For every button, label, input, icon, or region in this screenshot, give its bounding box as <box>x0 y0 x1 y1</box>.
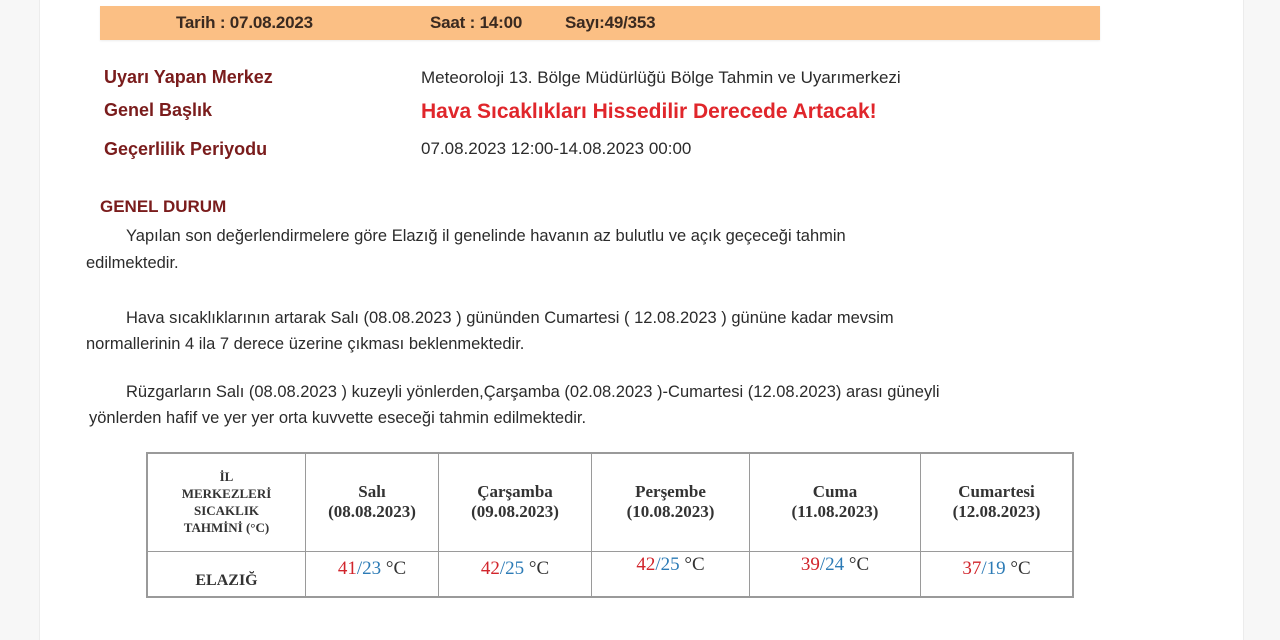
day-name: Cumartesi <box>958 482 1035 502</box>
city-cell: ELAZIĞ <box>147 551 306 597</box>
unit: °C <box>679 553 705 575</box>
unit: °C <box>1005 557 1031 579</box>
header-line: MERKEZLERİ <box>181 486 272 502</box>
table-header-row <box>147 453 1073 551</box>
paragraph-3-line-1: Rüzgarların Salı (08.08.2023 ) kuzeyli yönlerden,Çarşamba (02.08.2023 )-Cumartesi (12.08.2023) arası güneyli <box>126 383 940 401</box>
day-header-cell <box>592 453 750 551</box>
header-line: TAHMİNİ (°C) <box>183 520 270 536</box>
day-header-cell <box>921 453 1074 551</box>
center-label: Uyarı Yapan Merkez <box>104 67 273 87</box>
separator: / <box>356 557 363 579</box>
period-label: Geçerlilik Periyodu <box>104 139 268 159</box>
temperature-cell <box>750 551 921 597</box>
unit: °C <box>844 553 870 575</box>
high-temp: 42 <box>480 557 500 579</box>
bulletin-number: Sayı:49/353 <box>565 13 656 32</box>
paragraph-3-line-2: yönlerden hafif ve yer yer orta kuvvette eseceği tahmin edilmektedir. <box>89 409 587 427</box>
paragraph-1-line-2: edilmektedir. <box>86 254 179 272</box>
date-label: Tarih : 07.08.2023 <box>176 13 313 32</box>
title-label: Genel Başlık <box>104 100 213 120</box>
temperature-cell <box>306 551 439 597</box>
day-header-cell <box>306 453 439 551</box>
unit: °C <box>524 557 550 579</box>
paragraph-2-line-1: Hava sıcaklıklarının artarak Salı (08.08.2023 ) gününden Cumartesi ( 12.08.2023 ) gününe kadar mevsim <box>126 309 894 327</box>
header-line: İL <box>219 469 234 485</box>
general-status-heading: GENEL DURUM <box>100 197 227 216</box>
separator: / <box>499 557 506 579</box>
high-temp: 37 <box>962 557 982 579</box>
day-name: Cuma <box>812 482 858 502</box>
period-value: 07.08.2023 12:00-14.08.2023 00:00 <box>421 139 692 158</box>
center-value: Meteoroloji 13. Bölge Müdürlüğü Bölge Tahmin ve Uyarımerkezi <box>421 68 901 87</box>
temperature-cell <box>921 551 1074 597</box>
temperature-cell <box>592 551 750 597</box>
temperature-forecast-table <box>146 452 1074 598</box>
day-name: Salı <box>358 482 386 502</box>
low-temp: 19 <box>986 557 1006 579</box>
day-date: (11.08.2023) <box>791 502 879 522</box>
separator: / <box>655 553 661 575</box>
day-header-cell <box>439 453 592 551</box>
low-temp: 25 <box>505 557 525 579</box>
high-temp: 41 <box>337 557 357 579</box>
low-temp: 23 <box>362 557 382 579</box>
paragraph-1-line-1: Yapılan son değerlendirmelere göre Elazığ il genelinde havanın az bulutlu ve açık geçeceği tahmin <box>126 227 846 245</box>
header-line: SICAKLIK <box>193 503 260 519</box>
paragraph-2-line-2: normallerinin 4 ila 7 derece üzerine çıkması beklenmektedir. <box>86 335 525 353</box>
header-bar <box>100 6 1100 40</box>
day-name: Perşembe <box>635 482 706 502</box>
low-temp: 25 <box>660 553 680 575</box>
day-date: (09.08.2023) <box>471 502 559 522</box>
warning-title: Hava Sıcaklıkları Hissedilir Derecede Artacak! <box>421 100 877 123</box>
day-name: Çarşamba <box>477 482 553 502</box>
day-date: (12.08.2023) <box>952 502 1041 522</box>
unit: °C <box>381 557 407 579</box>
low-temp: 24 <box>825 553 845 575</box>
separator: / <box>819 553 826 575</box>
time-label: Saat : 14:00 <box>430 13 523 32</box>
day-date: (10.08.2023) <box>626 502 715 522</box>
separator: / <box>981 557 987 579</box>
high-temp: 39 <box>800 553 820 575</box>
province-header-cell <box>147 453 306 551</box>
table-row <box>147 551 1073 597</box>
temperature-cell <box>439 551 592 597</box>
high-temp: 42 <box>636 553 656 575</box>
day-header-cell <box>750 453 921 551</box>
day-date: (08.08.2023) <box>328 502 416 522</box>
